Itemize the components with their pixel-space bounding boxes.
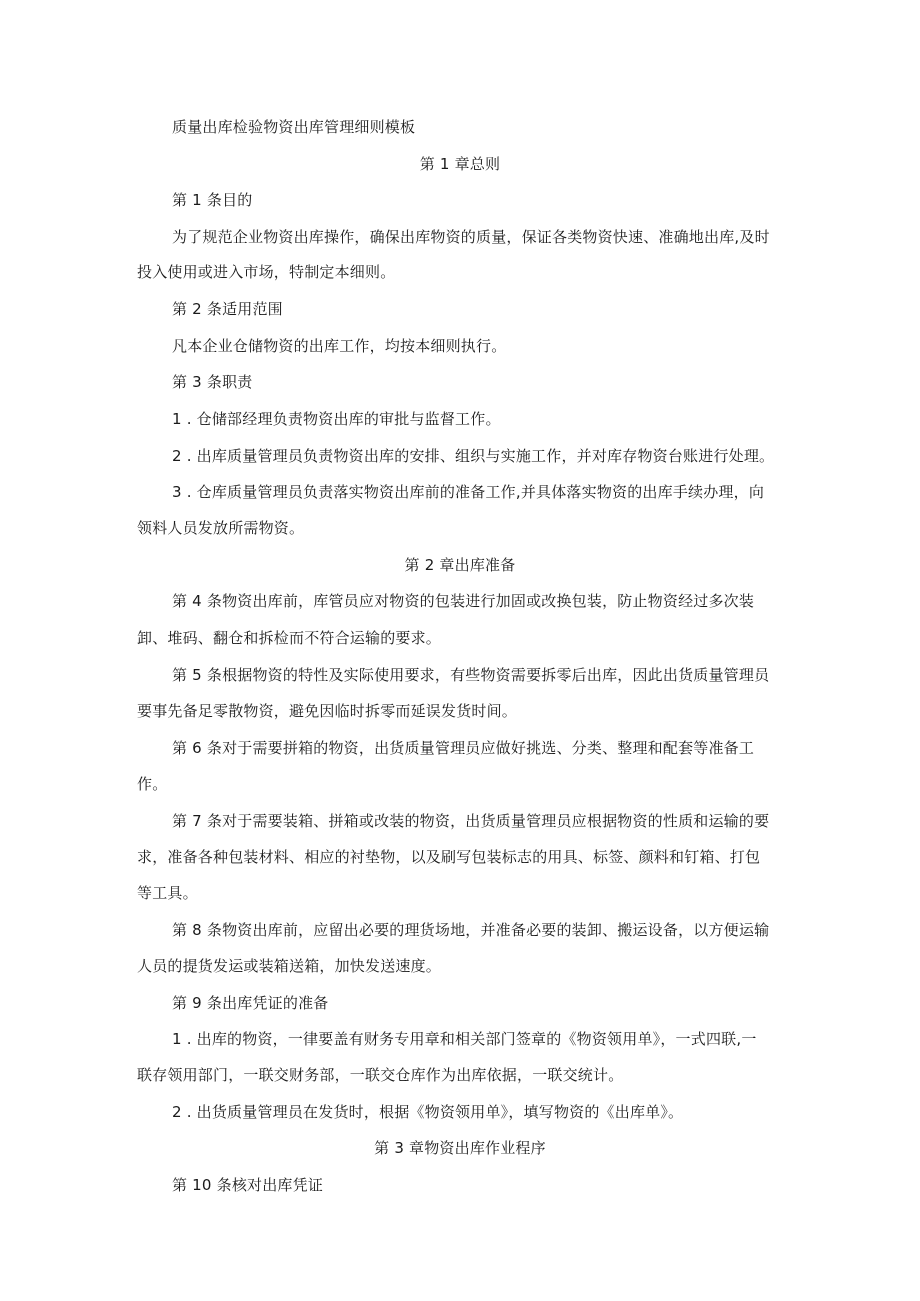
article-5-line-1: 第 5 条根据物资的特性及实际使用要求，有些物资需要拆零后出库，因此出货质量管理员 [172, 666, 770, 684]
article-4-line-2: 卸、堆码、翻仓和拆检而不符合运输的要求。 [137, 629, 442, 647]
article-8-line-2: 人员的提货发运或装箱送箱，加快发送速度。 [137, 957, 442, 975]
document-title: 质量出库检验物资出库管理细则模板 [172, 118, 416, 136]
article-9-item-1-line-1: 1 . 出库的物资，一律要盖有财务专用章和相关部门签章的《物资领用单》，一式四联,一 [172, 1030, 757, 1048]
article-10-heading: 第 10 条核对出库凭证 [172, 1176, 324, 1194]
article-9-item-2: 2 . 出货质量管理员在发货时，根据《物资领用单》，填写物资的《出库单》。 [172, 1103, 684, 1121]
article-6-line-1: 第 6 条对于需要拼箱的物资，出货质量管理员应做好挑选、分类、整理和配套等准备工 [172, 739, 755, 757]
chapter-3-heading: 第 3 章物资出库作业程序 [374, 1139, 546, 1157]
chapter-1-heading: 第 1 章总则 [419, 155, 501, 173]
article-7-line-1: 第 7 条对于需要装箱、拼箱或改装的物资，出货质量管理员应根据物资的性质和运输的要 [172, 812, 770, 830]
article-3-item-2: 2 . 出库质量管理员负责物资出库的安排、组织与实施工作，并对库存物资台账进行处理。 [172, 447, 775, 465]
article-1-body-line-2: 投入使用或进入市场，特制定本细则。 [137, 263, 396, 281]
article-8-line-1: 第 8 条物资出库前，应留出必要的理货场地，并准备必要的装卸、搬运设备，以方便运输 [172, 921, 770, 939]
article-2-heading: 第 2 条适用范围 [172, 300, 283, 318]
article-6-line-2: 作。 [137, 775, 168, 793]
chapter-2-heading: 第 2 章出库准备 [404, 556, 516, 574]
article-9-item-1-line-2: 联存领用部门，一联交财务部，一联交仓库作为出库依据，一联交统计。 [137, 1066, 624, 1084]
article-1-body-line-1: 为了规范企业物资出库操作，确保出库物资的质量，保证各类物资快速、准确地出库,及时 [172, 228, 770, 246]
article-7-line-3: 等工具。 [137, 884, 198, 902]
article-7-line-2: 求，准备各种包装材料、相应的衬垫物，以及刷写包装标志的用具、标签、颜料和钉箱、打包 [137, 848, 761, 866]
article-1-heading: 第 1 条目的 [172, 191, 253, 209]
article-3-heading: 第 3 条职责 [172, 373, 253, 391]
article-3-item-3-line-2: 领料人员发放所需物资。 [137, 519, 305, 537]
article-3-item-1: 1 . 仓储部经理负责物资出库的审批与监督工作。 [172, 410, 501, 428]
article-3-item-3-line-1: 3 . 仓库质量管理员负责落实物资出库前的准备工作,并具体落实物资的出库手续办理，向 [172, 483, 765, 501]
article-4-line-1: 第 4 条物资出库前，库管员应对物资的包装进行加固或改换包装，防止物资经过多次装 [172, 592, 755, 610]
article-2-body: 凡本企业仓储物资的出库工作，均按本细则执行。 [172, 337, 507, 355]
article-5-line-2: 要事先备足零散物资，避免因临时拆零而延误发货时间。 [137, 702, 518, 720]
article-9-heading: 第 9 条出库凭证的准备 [172, 994, 329, 1012]
